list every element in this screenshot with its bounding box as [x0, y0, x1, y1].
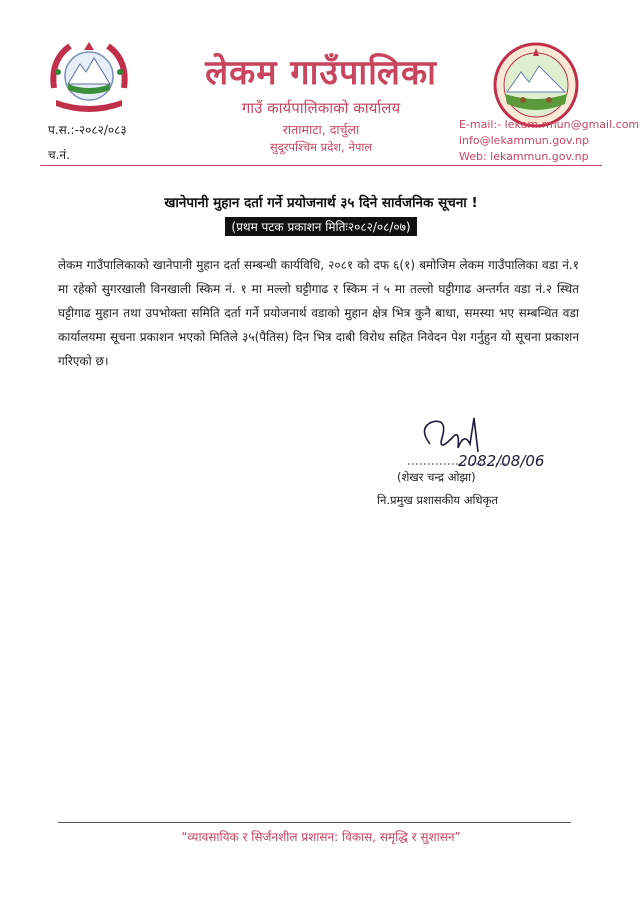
publication-date-wrap — [0, 216, 642, 236]
handwritten-signature — [408, 408, 578, 478]
reference-number: प.स.:-२०८२/०८३ — [48, 123, 127, 137]
notice-body: लेकम गाउँपालिकाको खानेपानी मुहान दर्ता सम्बन्धी कार्यविधि, २०८१ को दफ ६(१) बमोजिम लेकम गाउँपालिका वडा नं.१ मा रहेको सुगरखाली विनखाली स्किम नं. १ मा मल्लो घट्टीगाढ र स्किम नं ५ मा तल्लो घट्टीगाढ अन्तर्गत वडा नं.२ स्थित घट्टीगाढ मुहान तथा उपभोक्ता समिति दर्ता गर्ने प्रयोजनार्थ वडाको मुहान क्षेत्र भित्र कुनै बाधा, समस्या भए सम्बन्धित वडा कार्यालयमा सूचना प्रकाशन भएको मितिले ३५(पैतिस) दिन भित्र दाबी विरोध सहित निवेदन पेश गर्नुहुन यो सूचना प्रकाशन गरिएको छ। — [58, 258, 579, 368]
signer-name: (शेखर चन्द्र ओझा) — [397, 470, 476, 484]
dispatch-number: च.नं. — [48, 148, 70, 162]
office-subtitle: गाउँ कार्यपालिकाको कार्यालय — [241, 99, 401, 117]
signer-designation: नि.प्रमुख प्रशासकीय अधिकृत — [377, 493, 498, 507]
publication-date-badge: (प्रथम पटक प्रकाशन मितिः२०८२/०८/०७) — [225, 217, 416, 236]
signature-date: 2082/08/06 — [458, 452, 545, 470]
header-divider — [40, 165, 602, 166]
contact-email[interactable]: E-mail:- lekam.rmun@gmail.com — [459, 118, 640, 131]
footer-divider — [58, 822, 571, 823]
contact-website[interactable]: Web: lekammun.gov.np — [459, 150, 589, 163]
province-line: सुदूरपश्चिम प्रदेश, नेपाल — [269, 140, 373, 154]
municipality-seal-logo — [493, 42, 579, 128]
office-address: रातामाटा, दार्चुला — [282, 122, 360, 137]
footer-slogan: “व्यावसायिक र सिर्जनशील प्रशासन: विकास, समृद्धि र सुशासन” — [181, 830, 461, 844]
municipality-title: लेकम गाउँपालिका — [205, 53, 437, 93]
notice-title: खानेपानी मुहान दर्ता गर्ने प्रयोजनार्थ ३५ दिने सार्वजनिक सूचना ! — [164, 195, 478, 211]
contact-email-info[interactable]: info@lekammun.gov.np — [459, 134, 590, 147]
